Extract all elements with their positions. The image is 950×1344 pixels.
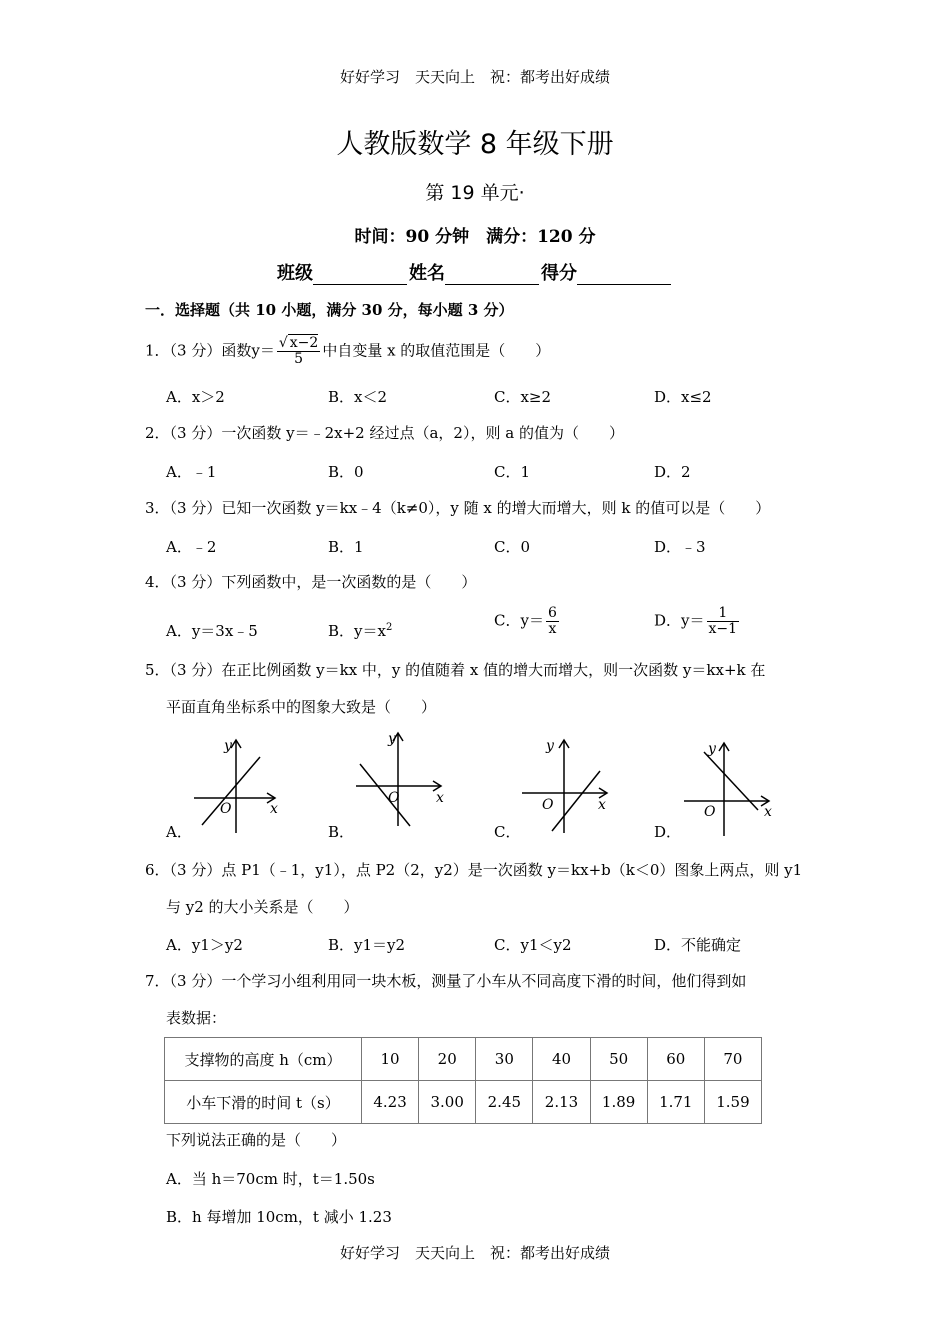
page-footer: 好好学习 天天向上 祝：都考出好成绩 bbox=[339, 1244, 610, 1262]
q5-c-origin: O bbox=[542, 797, 554, 813]
page-title: 人教版数学 8 年级下册 bbox=[336, 129, 614, 160]
question-5-line-1: 5．（3 分）在正比例函数 y＝kx 中，y 的值随着 x 值的增大而增大，则一次函数 y＝kx+k 在 bbox=[145, 661, 766, 679]
table-cell: 4.23 bbox=[362, 1081, 419, 1124]
table-cell: 2.13 bbox=[533, 1081, 590, 1124]
q5-option-d: D． bbox=[654, 823, 682, 841]
q1-denominator: 5 bbox=[277, 351, 320, 367]
q3-option-b: B．1 bbox=[328, 538, 364, 556]
q4-option-d bbox=[654, 606, 741, 637]
q6-option-c: C．y1＜y2 bbox=[494, 936, 572, 954]
page-header: 好好学习 天天向上 祝：都考出好成绩 bbox=[339, 68, 610, 86]
q4-c-lhs: y＝ bbox=[520, 611, 544, 630]
q7-option-a: A．当 h＝70cm 时，t＝1.50s bbox=[166, 1170, 375, 1188]
question-5-line-2: 平面直角坐标系中的图象大致是（ ） bbox=[166, 698, 437, 716]
q4-d-denominator: x−1 bbox=[708, 621, 738, 637]
q3-option-a: A．﹣2 bbox=[166, 538, 217, 556]
table-cell: 70 bbox=[704, 1038, 761, 1081]
q5-a-axis-x: x bbox=[270, 801, 278, 817]
q1-fraction: $\frac{√ x-2}{5}$ bbox=[278, 335, 319, 367]
q4-d-numerator: 1 bbox=[718, 605, 728, 621]
q1-option-d: D．x≤2 bbox=[654, 388, 712, 406]
time-info: 时间：90 分钟 满分：120 分 bbox=[354, 227, 596, 247]
table-cell: 30 bbox=[476, 1038, 533, 1081]
table-cell: 10 bbox=[362, 1038, 419, 1081]
name-label: 姓名 bbox=[409, 263, 445, 284]
q4-option-c bbox=[494, 606, 561, 637]
q5-b-axis-y: y bbox=[388, 731, 396, 747]
question-7-line-1: 7．（3 分）一个学习小组利用同一块木板，测量了小车从不同高度下滑的时间，他们得到如 bbox=[145, 972, 747, 990]
q5-graph-c bbox=[518, 735, 618, 837]
student-info bbox=[0, 259, 950, 285]
q5-c-axis-x: x bbox=[598, 797, 606, 813]
table-cell: 2.45 bbox=[476, 1081, 533, 1124]
unit-title: 第 19 单元· bbox=[425, 182, 525, 204]
q5-a-origin: O bbox=[220, 801, 232, 817]
q3-option-c: C．0 bbox=[494, 538, 531, 556]
q2-option-a: A．﹣1 bbox=[166, 463, 217, 481]
q1-numerator: x−2 bbox=[289, 335, 319, 351]
q6-option-d: D．不能确定 bbox=[654, 936, 742, 954]
table-cell: 1.89 bbox=[590, 1081, 647, 1124]
q5-a-axis-y: y bbox=[224, 738, 232, 754]
q4-d-lhs: y＝ bbox=[681, 611, 705, 630]
q2-option-d: D．2 bbox=[654, 463, 691, 481]
question-7-line-2: 表数据： bbox=[166, 1009, 227, 1027]
q5-b-origin: O bbox=[388, 790, 400, 806]
q4-option-a: A．y＝3x﹣5 bbox=[166, 622, 258, 640]
table-row bbox=[165, 1038, 762, 1081]
q4-c-denominator: x bbox=[546, 621, 559, 637]
score-label: 得分 bbox=[541, 263, 577, 284]
table-cell: 60 bbox=[647, 1038, 704, 1081]
table-cell: 40 bbox=[533, 1038, 590, 1081]
q6-option-b: B．y1＝y2 bbox=[328, 936, 406, 954]
table-cell: 1.71 bbox=[647, 1081, 704, 1124]
question-6-line-1: 6．（3 分）点 P1（﹣1，y1），点 P2（2，y2）是一次函数 y＝kx+b（k＜0）图象上两点，则 y1 bbox=[145, 861, 803, 879]
q5-graph-a bbox=[190, 735, 290, 837]
q7-data-table bbox=[164, 1037, 762, 1124]
table-cell: 1.59 bbox=[704, 1081, 761, 1124]
table-cell: 小车下滑的时间 t（s） bbox=[165, 1081, 362, 1124]
question-3: 3．（3 分）已知一次函数 y＝kx﹣4（k≠0），y 随 x 的增大而增大，则 k 的值可以是（ ） bbox=[145, 499, 771, 517]
question-6-line-2: 与 y2 的大小关系是（ ） bbox=[166, 898, 359, 916]
q5-option-c: C． bbox=[494, 823, 521, 841]
table-row bbox=[165, 1081, 762, 1124]
q5-d-origin: O bbox=[704, 804, 716, 820]
class-blank bbox=[313, 266, 407, 285]
question-2: 2．（3 分）一次函数 y＝﹣2x+2 经过点（a，2），则 a 的值为（ ） bbox=[145, 424, 624, 442]
q5-d-axis-x: x bbox=[764, 804, 772, 820]
q4-b-base: B．y＝x bbox=[328, 622, 386, 640]
class-label: 班级 bbox=[277, 263, 313, 284]
q4-c-fraction bbox=[546, 606, 559, 637]
q4-d-label: D． bbox=[654, 611, 682, 630]
q5-graph-b bbox=[352, 728, 452, 830]
name-blank bbox=[445, 266, 539, 285]
table-cell: 支撑物的高度 h（cm） bbox=[165, 1038, 362, 1081]
table-cell: 50 bbox=[590, 1038, 647, 1081]
q7-option-b: B．h 每增加 10cm，t 减小 1.23 bbox=[166, 1208, 392, 1226]
q2-option-b: B．0 bbox=[328, 463, 364, 481]
q4-d-fraction bbox=[707, 606, 740, 637]
q5-option-b: B． bbox=[328, 823, 355, 841]
section-title: 一．选择题（共 10 小题，满分 30 分，每小题 3 分） bbox=[145, 301, 514, 319]
q6-option-a: A．y1＞y2 bbox=[166, 936, 243, 954]
q1-option-a: A．x＞2 bbox=[166, 388, 225, 406]
table-cell: 3.00 bbox=[419, 1081, 476, 1124]
q5-c-axis-y: y bbox=[546, 738, 554, 754]
q1-prefix: 1．（3 分）函数y＝ bbox=[145, 341, 275, 360]
q2-option-c: C．1 bbox=[494, 463, 531, 481]
q7-prompt: 下列说法正确的是（ ） bbox=[166, 1131, 347, 1149]
q1-option-c: C．x≥2 bbox=[494, 388, 552, 406]
q4-b-exponent: 2 bbox=[385, 622, 393, 633]
question-1 bbox=[145, 336, 550, 367]
table-cell: 20 bbox=[419, 1038, 476, 1081]
q1-suffix: 中自变量 x 的取值范围是（ ） bbox=[322, 341, 551, 360]
q5-b-axis-x: x bbox=[436, 790, 444, 806]
q4-c-numerator: 6 bbox=[547, 605, 557, 621]
q5-graph-d bbox=[680, 738, 780, 840]
question-4: 4．（3 分）下列函数中，是一次函数的是（ ） bbox=[145, 573, 477, 591]
q4-c-label: C． bbox=[494, 611, 521, 630]
q3-option-d: D．﹣3 bbox=[654, 538, 706, 556]
q5-option-a: A． bbox=[166, 823, 192, 841]
score-blank bbox=[577, 266, 671, 285]
q5-d-axis-y: y bbox=[708, 741, 716, 757]
q4-option-b bbox=[328, 620, 392, 641]
q1-option-b: B．x＜2 bbox=[328, 388, 388, 406]
